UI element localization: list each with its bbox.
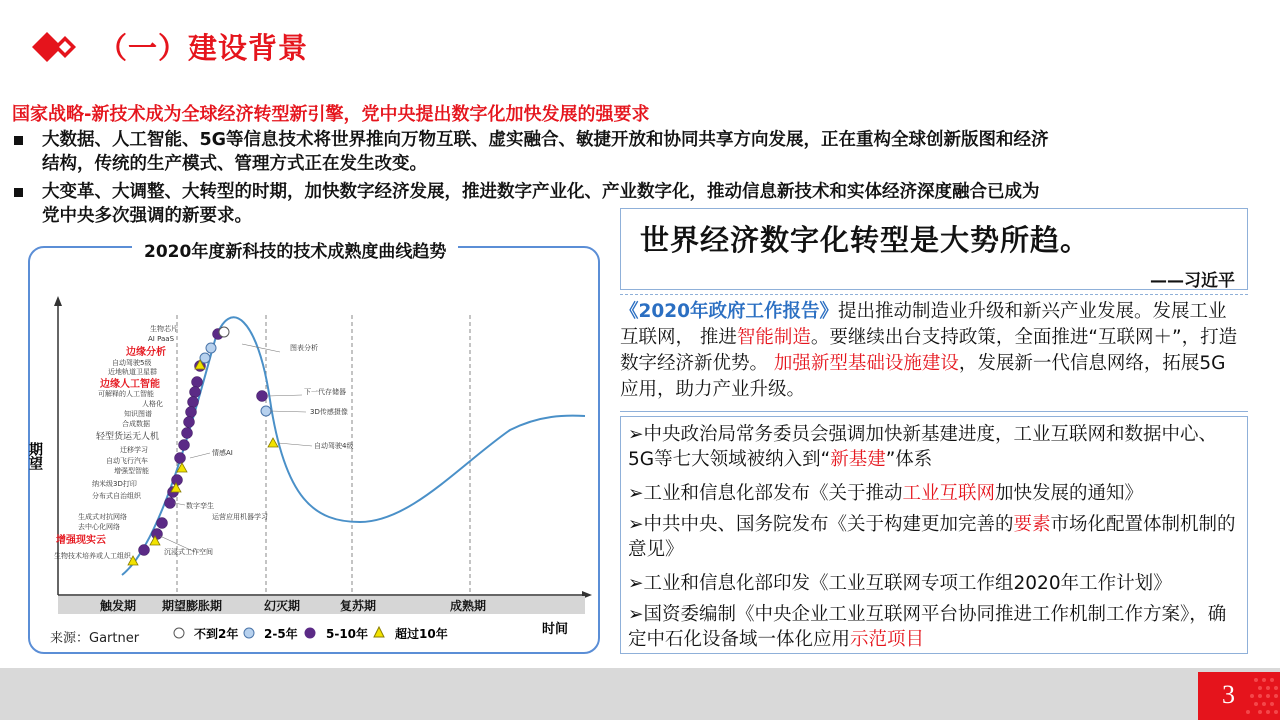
marker-5-10 [139, 545, 150, 556]
policy-text: ➢国资委编制《中央企业工业互联网平台协同推进工作机制工作方案》，确定中石化设备域一体化应用 [628, 604, 1227, 650]
report-title: 《2020年政府工作报告》 [620, 301, 838, 322]
phase-label: 触发期 [100, 599, 137, 613]
point-label: 情感AI [212, 449, 233, 457]
legend-label: 2-5年 [264, 627, 298, 641]
point-label: 数字孪生 [186, 502, 214, 510]
marker-5-10 [152, 529, 163, 540]
report-text: ，发展新一代信息网络，拓展5G应用，助力产业升级。 [620, 353, 1226, 400]
legend-label: 5-10年 [326, 627, 369, 641]
diamond-logo-icon [30, 30, 90, 64]
report-highlight: 智能制造 [736, 327, 811, 348]
point-label: 合成数据 [122, 420, 150, 428]
point-label: 纳米级3D打印 [92, 480, 137, 488]
policy-item [628, 602, 1243, 652]
point-label: 增强型智能 [114, 467, 149, 475]
point-label: 图表分析 [290, 344, 318, 352]
policy-text: ➢中央政治局常务委员会强调加快新基建进度，工业互联网和数据中心、5G等七大领域被纳入到“ [628, 424, 1218, 470]
section-subtitle: 国家战略-新技术成为全球经济转型新引擎，党中央提出数字化加快发展的强要求 [12, 104, 650, 125]
bullet-square-icon [14, 136, 23, 145]
policy-item [628, 571, 1243, 596]
point-label: 增强现实云 [56, 535, 106, 546]
marker-5-10 [157, 518, 168, 529]
quote-author: ——习近平 [1150, 271, 1235, 291]
marker-2-5 [200, 353, 210, 363]
policy-item [628, 512, 1243, 562]
hype-curve [122, 317, 585, 575]
quote-text: 世界经济数字化转型是大势所趋。 [640, 223, 1091, 257]
report-text: 。要继续出台支持政策，全面推进“互联网＋”，打造数字经济新优势。 [620, 327, 1238, 374]
page-title: （一）建设背景 [98, 31, 309, 65]
policy-highlight: 新基建 [830, 449, 886, 470]
report-paragraph [620, 299, 1240, 403]
marker-over-10 [268, 438, 278, 447]
point-label: 可解释的人工智能 [98, 390, 154, 398]
marker-5-10 [179, 440, 190, 451]
bullet-text-line: 大变革、大调整、大转型的时期，加快数字经济发展，推进数字产业化、产业数字化，推动信息新技术和实体经济深度融合已成为 [42, 182, 1040, 202]
legend-yellow-triangle-icon [374, 627, 384, 637]
phase-label: 复苏期 [340, 599, 377, 613]
marker-2-5 [206, 343, 216, 353]
policy-text: 市场化配置体制机制的意见》 [628, 514, 1236, 560]
policy-highlight: 工业互联网 [902, 483, 996, 504]
point-label: 边缘分析 [126, 347, 166, 358]
point-label: AI PaaS [148, 335, 175, 343]
x-axis-label: 时间 [542, 622, 569, 637]
marker-5-10 [165, 498, 176, 509]
marker-2-5 [261, 406, 271, 416]
point-label: 去中心化网络 [78, 523, 120, 531]
page-number-box [1198, 672, 1280, 720]
policy-text: ➢工业和信息化部发布《关于推动 [628, 483, 903, 504]
legend-purple-circle-icon [305, 628, 316, 639]
chart-title: 2020年度新科技的技术成熟度曲线趋势 [132, 237, 458, 262]
point-label: 轻型货运无人机 [96, 432, 160, 442]
point-label: 近地轨道卫星群 [108, 368, 157, 376]
phase-label: 期望膨胀期 [162, 599, 223, 613]
policy-text: ➢工业和信息化部印发《工业互联网专项工作组2020年工作计划》 [628, 573, 1172, 594]
point-label: 生成式对抗网络 [78, 513, 127, 521]
legend-white-circle-icon [174, 628, 184, 638]
leader-line [268, 395, 302, 396]
point-label: 迁移学习 [120, 446, 148, 454]
page-number: 3 [1222, 680, 1235, 709]
point-label: 下一代存储器 [304, 388, 346, 396]
point-label: 生物技术培养或人工组织 [54, 552, 131, 560]
marker-5-10 [182, 428, 193, 439]
y-axis-label: 期望 [27, 442, 43, 470]
leader-line [242, 344, 280, 352]
marker-under-2 [219, 327, 229, 337]
marker-5-10 [184, 417, 195, 428]
marker-5-10 [188, 397, 199, 408]
legend-label: 不到2年 [194, 627, 239, 641]
policy-text: ”体系 [885, 449, 933, 470]
policy-text: ➢中共中央、国务院发布《关于构建更加完善的 [628, 514, 1014, 535]
policy-highlight: 示范项目 [850, 629, 925, 650]
marker-5-10 [190, 387, 201, 398]
point-label: 自动驾驶4级 [314, 442, 354, 450]
source-label: 来源：Gartner [50, 631, 140, 646]
report-highlight: 加强新型基础设施建设 [773, 353, 959, 374]
bullet-text-line: 大数据、人工智能、5G等信息技术将世界推向万物互联、虚实融合、敏捷开放和协同共享方向发展，正在重构全球创新版图和经济 [42, 130, 1049, 150]
leader-line [270, 411, 306, 412]
marker-5-10 [192, 377, 203, 388]
point-label: 知识图谱 [124, 410, 152, 418]
y-axis-arrow-icon [54, 296, 62, 306]
point-label: 运营应用机器学习 [212, 513, 268, 521]
point-label: 自动飞行汽车 [106, 457, 148, 465]
marker-5-10 [175, 453, 186, 464]
marker-5-10 [172, 475, 183, 486]
bullet-text-line: 党中央多次强调的新要求。 [42, 206, 252, 226]
leader-line [190, 453, 210, 458]
bullet-square-icon [14, 188, 23, 197]
marker-5-10 [257, 391, 268, 402]
point-label: 人格化 [142, 400, 163, 408]
point-label: 分布式自治组织 [92, 492, 141, 500]
policy-item [628, 481, 1243, 506]
phase-band [58, 596, 585, 614]
policy-highlight: 要素 [1013, 514, 1051, 535]
bullet-item [14, 128, 1254, 176]
report-text: 提出推动制造业升级和新兴产业发展。发展工业互联网， 推进 [620, 301, 1227, 348]
point-label: 3D传感摄像 [310, 408, 348, 416]
legend-label: 超过10年 [395, 627, 448, 641]
dot-pattern-icon [1198, 672, 1280, 720]
phase-label: 成熟期 [450, 599, 487, 613]
point-label: 边缘人工智能 [100, 379, 160, 390]
phase-label: 幻灭期 [264, 599, 301, 613]
policy-text: 加快发展的通知》 [995, 483, 1144, 504]
leader-line [278, 443, 312, 446]
point-label: 沉浸式工作空间 [164, 548, 213, 556]
point-label: 生物芯片 [150, 325, 178, 333]
policy-item [628, 422, 1243, 472]
bullet-text-line: 结构，传统的生产模式、管理方式正在发生改变。 [42, 154, 427, 174]
hype-cycle-chart [27, 290, 595, 650]
footer-bar [0, 668, 1280, 720]
marker-5-10 [186, 407, 197, 418]
legend-blue-circle-icon [244, 628, 254, 638]
point-label: 自动驾驶5级 [112, 359, 152, 367]
